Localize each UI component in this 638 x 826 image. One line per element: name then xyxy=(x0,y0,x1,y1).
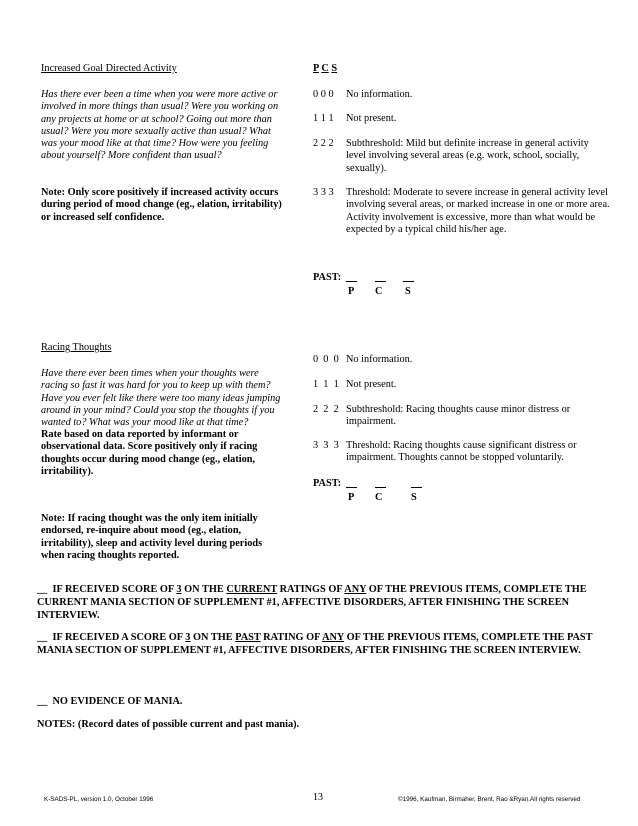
rating-description: Subthreshold: Racing thoughts cause minor distress or impairment. xyxy=(346,404,571,428)
scoring-note: Rate based on data reported by informant or observational data. Score positively only if racing thoughts occur during mood change (eg., elation, irritability). xyxy=(41,429,258,477)
rating-description: Subthreshold: Mild but definite increase in general activity level involving several areas (e.g. work, school, socially, sexually). xyxy=(346,138,589,174)
footer-copyright: ©1996, Kaufman, Birmaher, Brent, Rao &Ryan.All rights reserved xyxy=(398,796,581,803)
past-blank-c[interactable] xyxy=(375,478,386,488)
past-label: PAST: xyxy=(313,272,342,283)
rating-code: 2 2 2 xyxy=(313,404,339,415)
interview-question: Have there ever been times when your thoughts were racing so fast it was hard for you to keep up with them? Have you ever felt like there were too many ideas jumping around in your mind? Could you stop the thoughts if you wanted to? What was your mood like at that time? xyxy=(41,368,281,429)
past-blank-s[interactable] xyxy=(411,478,422,488)
footer-version: K-SADS-PL, version 1.0, October 1996 xyxy=(44,796,154,803)
no-evidence-instruction: __ NO EVIDENCE OF MANIA. xyxy=(37,696,183,707)
rating-code: 3 3 3 xyxy=(313,187,334,198)
current-mania-instruction: __ IF RECEIVED SCORE OF 3 ON THE CURRENT RATINGS OF ANY OF THE PREVIOUS ITEMS, COMPLETE THE CURRENT MANIA SECTION OF SUPPLEMENT #1, AFFECTIVE DISORDERS, AFTER FINISHING THE SCREEN INTERVIEW. xyxy=(37,584,587,621)
past-rating-line xyxy=(313,478,417,503)
past-label: PAST: xyxy=(313,478,342,489)
item-title: Increased Goal Directed Activity xyxy=(41,63,177,74)
past-col-s: S xyxy=(405,286,411,297)
notes-line: NOTES: (Record dates of possible current and past mania). xyxy=(37,719,300,730)
past-blank-p[interactable] xyxy=(346,478,357,488)
past-col-p: P xyxy=(348,286,355,297)
past-col-p: P xyxy=(348,492,355,503)
rating-description: No information. xyxy=(346,354,413,365)
rating-description: Threshold: Racing thoughts cause significant distress or impairment. Thoughts cannot be stopped voluntarily. xyxy=(346,440,577,464)
rating-code: 0 0 0 xyxy=(313,354,339,365)
scoring-note: Note: If racing thought was the only item initially endorsed, re-inquire about mood (eg., elation, irritability), sleep and activity level during periods when racing thoughts reported. xyxy=(41,513,263,561)
scoring-note: Note: Only score positively if increased activity occurs during period of mood change (eg., elation, irritability) or increased self confidence. xyxy=(41,187,282,223)
instruction-checkbox[interactable]: __ xyxy=(37,584,48,595)
rating-code: 2 2 2 xyxy=(313,138,334,149)
rating-description: No information. xyxy=(346,89,413,100)
rating-code: 1 1 1 xyxy=(313,113,334,124)
rating-code: 3 3 3 xyxy=(313,440,339,451)
item-title: Racing Thoughts xyxy=(41,342,112,353)
interview-question: Has there ever been a time when you were more active or involved in more things than usual? Were you working on any projects at home or at school? Going out more than usual? Were you more sexually active than usual? What was your mood like at that time? How were you feeling about yourself? More confident than usual? xyxy=(41,89,279,162)
past-blank-s[interactable] xyxy=(403,272,414,282)
past-blank-p[interactable] xyxy=(346,272,357,282)
past-blank-c[interactable] xyxy=(375,272,386,282)
page-number: 13 xyxy=(313,792,323,803)
rating-code: 1 1 1 xyxy=(313,379,339,390)
past-rating-line xyxy=(313,272,411,297)
rating-description: Not present. xyxy=(346,113,397,124)
rating-code: 0 0 0 xyxy=(313,89,334,100)
past-mania-instruction: __ IF RECEIVED A SCORE OF 3 ON THE PAST RATING OF ANY OF THE PREVIOUS ITEMS, COMPLETE THE PAST MANIA SECTION OF SUPPLEMENT #1, AFFECTIVE DISORDERS, AFTER FINISHING THE SCREEN INTERVIEW. xyxy=(37,632,593,656)
rating-column-header: P C S xyxy=(313,63,338,74)
past-col-c: C xyxy=(375,492,383,503)
instruction-checkbox[interactable]: __ xyxy=(37,632,48,643)
past-col-c: C xyxy=(375,286,383,297)
past-col-s: S xyxy=(411,492,417,503)
rating-description: Not present. xyxy=(346,379,397,390)
rating-description: Threshold: Moderate to severe increase in general activity level involving several areas, or marked increase in one or more area. Activity involvement is excessive, more than what would be expected by a typical child his/her age. xyxy=(346,187,610,235)
instruction-checkbox[interactable]: __ xyxy=(37,696,48,707)
